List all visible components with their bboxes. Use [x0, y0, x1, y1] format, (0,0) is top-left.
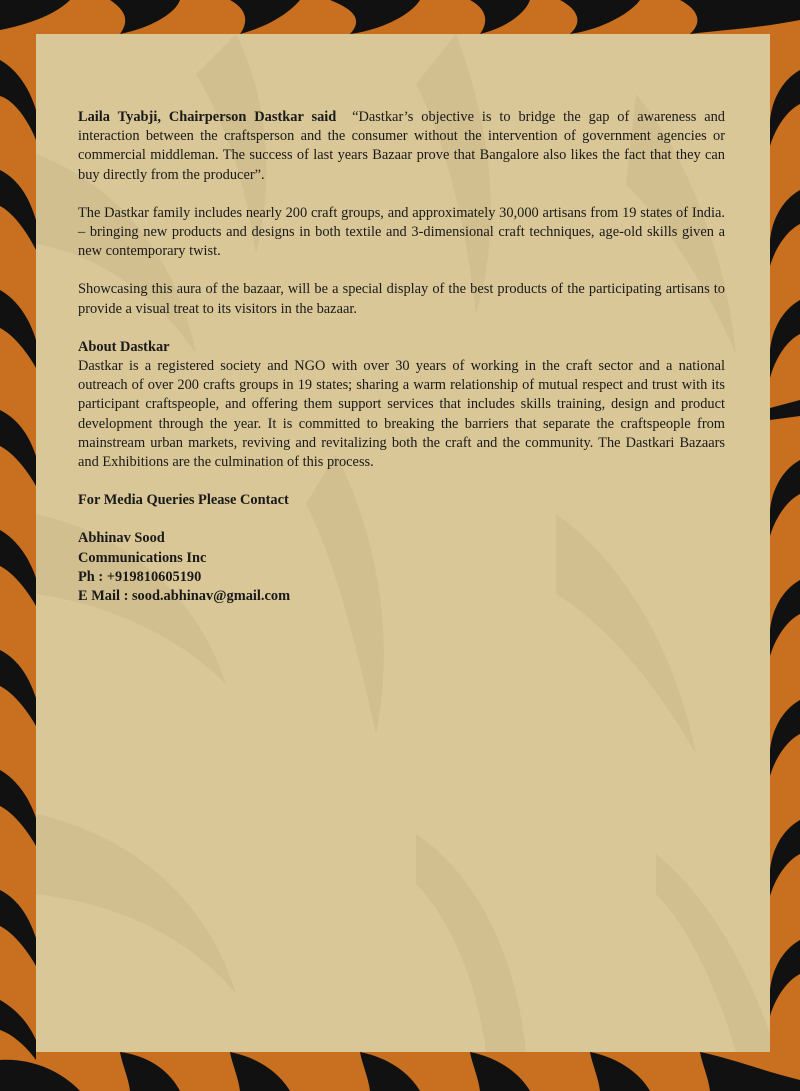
showcase-paragraph: Showcasing this aura of the bazaar, will be a special display of the best products of the participating artisans to provide a visual treat to its visitors in the bazaar. — [78, 281, 725, 317]
contact-email: E Mail : sood.abhinav@gmail.com — [78, 588, 291, 605]
contact-name: Abhinav Sood — [78, 530, 165, 547]
about-section — [78, 338, 725, 472]
family-paragraph: The Dastkar family includes nearly 200 craft groups, and approximately 30,000 artisans from 19 states of India. – bringing new products and designs in both textile and 3-dimensional craft techniques, age-old skills given a new contemporary twist. — [78, 204, 725, 260]
about-text: Dastkar is a registered society and NGO with over 30 years of working in the craft sector and a national outreach of over 200 crafts groups in 19 states; sharing a warm relationship of mutual respect and trust with its participant craftspeople, and offering them support services that includes skills training, design and product development through the year. It is committed to breaking the barriers that separate the craftspeople from mainstream urban markets, reviving and revitalizing both the craft and the community. The Dastkari Bazaars and Exhibitions are the culmination of this process. — [78, 358, 725, 471]
media-heading: For Media Queries Please Contact — [78, 492, 289, 509]
contact-block — [78, 529, 725, 606]
quote-text: “Dastkar’s objective is to bridge the gap of awareness and interaction between the craftsperson and the consumer without the intervention of government agencies or commercial middleman. The success of last years Bazaar prove that Bangalore also likes the fact that they can buy directly from the producer”. — [78, 109, 725, 183]
contact-company: Communications Inc — [78, 549, 207, 566]
press-release-body — [78, 108, 725, 606]
quote-speaker: Laila Tyabji, Chairperson Dastkar said — [78, 109, 337, 125]
contact-phone: Ph : +919810605190 — [78, 568, 202, 585]
quote-paragraph — [78, 108, 725, 185]
content-panel — [36, 34, 770, 1052]
about-heading: About Dastkar — [78, 338, 170, 355]
